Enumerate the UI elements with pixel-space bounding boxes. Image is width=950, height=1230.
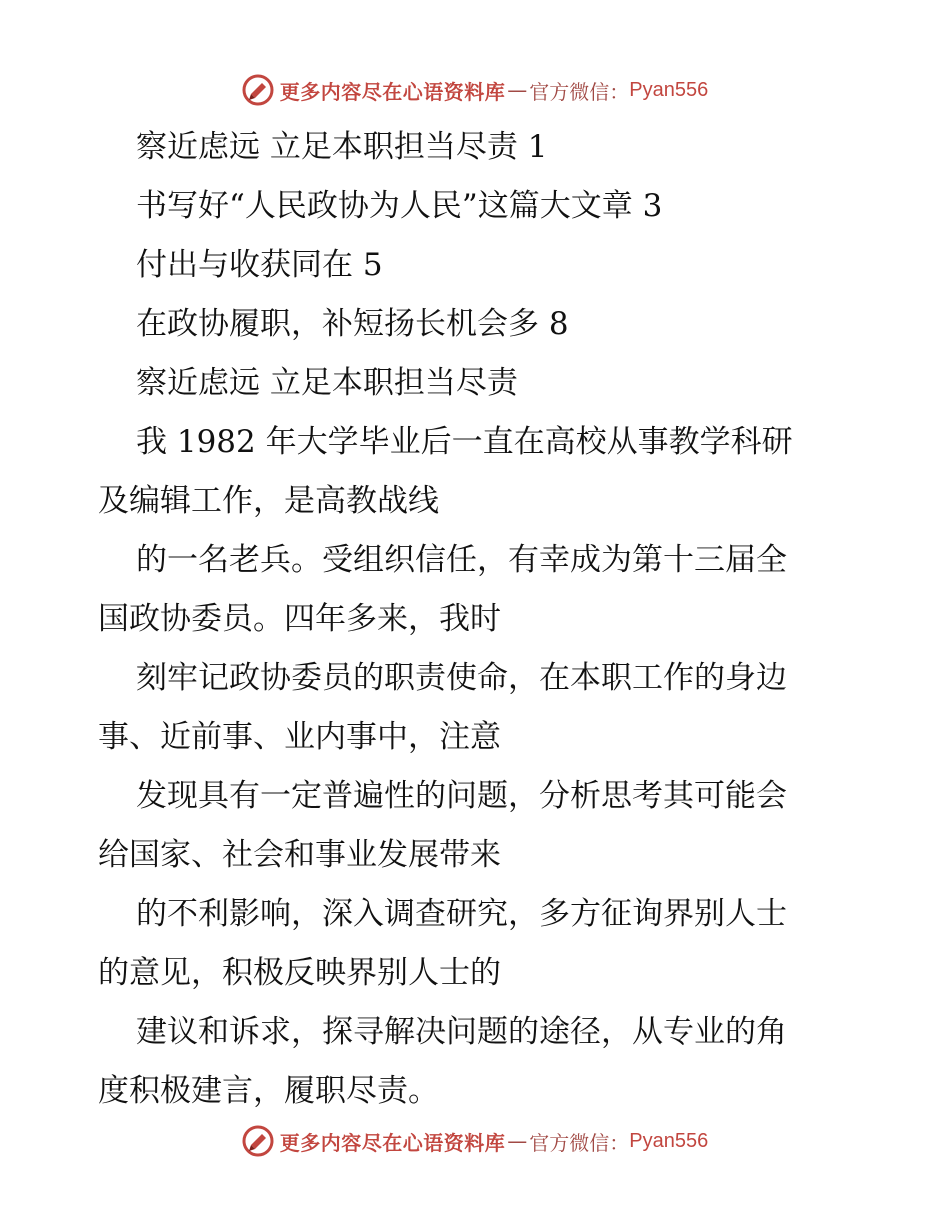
body-line: 的意见，积极反映界别人士的 — [98, 955, 501, 991]
toc-entry — [98, 236, 858, 295]
body-line: 给国家、社会和事业发展带来 — [98, 837, 501, 873]
toc-entry — [98, 177, 858, 236]
toc-title: 在政协履职，补短扬长机会多 — [136, 306, 539, 342]
toc-page: 3 — [642, 188, 663, 224]
toc-title: 付出与收获同在 — [136, 247, 353, 283]
body-line: 发现具有一定普遍性的问题，分析思考其可能会 — [136, 778, 787, 814]
body-line: 我 1982 年大学毕业后一直在高校从事教学科研 — [136, 424, 793, 460]
watermark-dash: — — [507, 78, 528, 102]
toc-title: 察近虑远 立足本职担当尽责 — [136, 129, 518, 165]
toc-title: 书写好“人民政协为人民”这篇大文章 — [136, 188, 633, 224]
watermark-id: Pyan556 — [629, 1129, 709, 1152]
watermark-id: Pyan556 — [629, 78, 709, 101]
document-body — [98, 118, 858, 1121]
toc-entry — [98, 295, 858, 354]
watermark-logo-icon — [242, 1125, 274, 1157]
watermark-logo-icon — [242, 74, 274, 106]
watermark-main-text: 更多内容尽在心语资料库 — [279, 79, 506, 104]
watermark-label: 官方微信： — [529, 1130, 630, 1155]
toc-page: 5 — [362, 247, 383, 283]
toc-page: 8 — [548, 306, 569, 342]
watermark-main-text: 更多内容尽在心语资料库 — [279, 1130, 506, 1155]
body-line: 的一名老兵。受组织信任，有幸成为第十三届全 — [136, 542, 787, 578]
body-line: 刻牢记政协委员的职责使命，在本职工作的身边 — [136, 660, 787, 696]
body-line: 的不利影响，深入调查研究，多方征询界别人士 — [136, 896, 787, 932]
body-line: 事、近前事、业内事中，注意 — [98, 719, 501, 755]
toc-entry — [98, 118, 858, 177]
body-line: 国政协委员。四年多来，我时 — [98, 601, 501, 637]
watermark-header — [0, 72, 950, 108]
toc-page: 1 — [527, 129, 548, 165]
body-line: 及编辑工作，是高教战线 — [98, 483, 439, 519]
body-line: 度积极建言，履职尽责。 — [98, 1073, 439, 1109]
article-heading: 察近虑远 立足本职担当尽责 — [136, 365, 518, 401]
watermark-label: 官方微信： — [529, 79, 630, 104]
watermark-dash: — — [507, 1129, 528, 1153]
watermark-footer — [0, 1123, 950, 1159]
body-line: 建议和诉求，探寻解决问题的途径，从专业的角 — [136, 1014, 787, 1050]
